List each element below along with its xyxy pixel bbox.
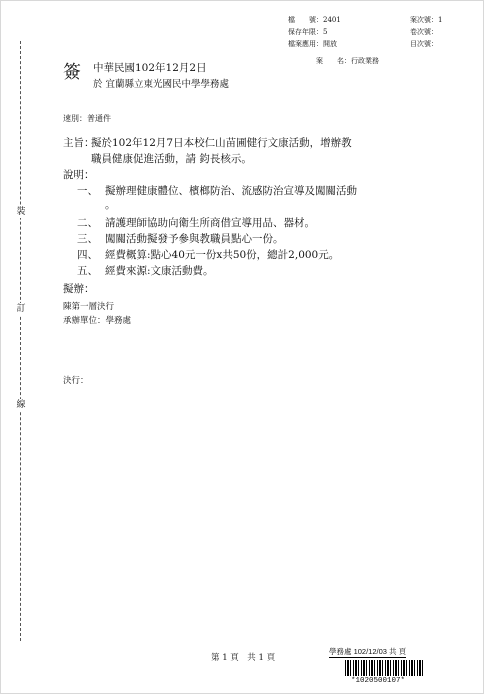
item-1-num: 一、 [77, 185, 98, 197]
meta-retention: 保存年限：5 [288, 28, 328, 36]
subject-line-1: 擬於102年12月7日本校仁山苗圃健行文康活動，增辦教 [91, 137, 352, 149]
meta-file-no-value: 2401 [323, 16, 341, 24]
binding-label-ding: 訂 [16, 304, 26, 314]
meta-retention-label: 保存年限 [288, 28, 316, 36]
subject-line-2: 職員健康促進活動，請 鈞長核示。 [91, 153, 252, 165]
meta-file-no-label: 檔 號 [288, 16, 316, 24]
meta-archive-use-label: 檔案應用 [288, 40, 316, 48]
meta-archive-use-value: 開放 [323, 40, 337, 48]
receipt-stamp: 學務處 102/12/03 共 頁 [329, 647, 407, 656]
binding-label-zhuang: 裝 [16, 207, 26, 217]
proposal-label: 擬辦： [63, 283, 95, 295]
meta-case-name: 案 名：行政業務 [316, 57, 379, 65]
meta-volume-no: 卷次號： [410, 28, 438, 36]
item-1-continuation: 。 [105, 199, 116, 211]
meta-case-name-label: 案 名 [316, 57, 344, 65]
doc-speed: 速別：普通件 [63, 114, 111, 123]
doc-type-char: 簽 [63, 62, 81, 83]
barcode-number: *1020500107* [351, 677, 406, 685]
item-2-num: 二、 [77, 217, 98, 229]
doc-location: 於 宜蘭縣立東光國民中學學務處 [93, 79, 230, 90]
meta-volume-no-label: 卷次號 [410, 28, 431, 36]
explain-label: 說明： [63, 169, 95, 181]
meta-item-no-label: 目次號 [410, 40, 431, 48]
item-5-text: 經費來源:文康活動費。 [105, 265, 214, 277]
handling-unit: 承辦單位：學務處 [63, 316, 132, 326]
meta-case-name-value: 行政業務 [351, 57, 379, 65]
meta-case-no: 案次號：1 [410, 16, 443, 24]
meta-archive-use: 檔案應用：開放 [288, 40, 337, 48]
subject-label: 主旨： [63, 137, 95, 149]
meta-file-no: 檔 號：2401 [288, 16, 341, 24]
meta-case-no-label: 案次號 [410, 16, 431, 24]
binding-dashed-line [20, 41, 21, 641]
item-3-num: 三、 [77, 233, 98, 245]
meta-retention-value: 5 [323, 28, 328, 36]
item-3-text: 闖關活動擬發予參與教職員點心一份。 [105, 233, 284, 245]
item-4-num: 四、 [77, 249, 98, 261]
item-1-text: 擬辦理健康體位、檳榔防治、流感防治宣導及闖關活動 [105, 185, 357, 197]
page-info: 第 1 頁 共 1 頁 [211, 653, 276, 663]
doc-date: 中華民國102年12月2日 [93, 62, 207, 74]
barcode-graphic [345, 660, 423, 676]
item-5-num: 五、 [77, 265, 98, 277]
meta-case-no-value: 1 [438, 16, 443, 24]
item-4-text: 經費概算:點心40元一份x共50份，總計2,000元。 [105, 249, 340, 261]
binding-label-xian: 線 [16, 400, 26, 410]
first-level-decision: 陳第一層決行 [63, 302, 115, 312]
item-2-text: 請護理師協助向衛生所商借宣導用品、器材。 [105, 217, 315, 229]
decision-label: 決行： [63, 376, 89, 386]
meta-item-no: 目次號： [410, 40, 438, 48]
